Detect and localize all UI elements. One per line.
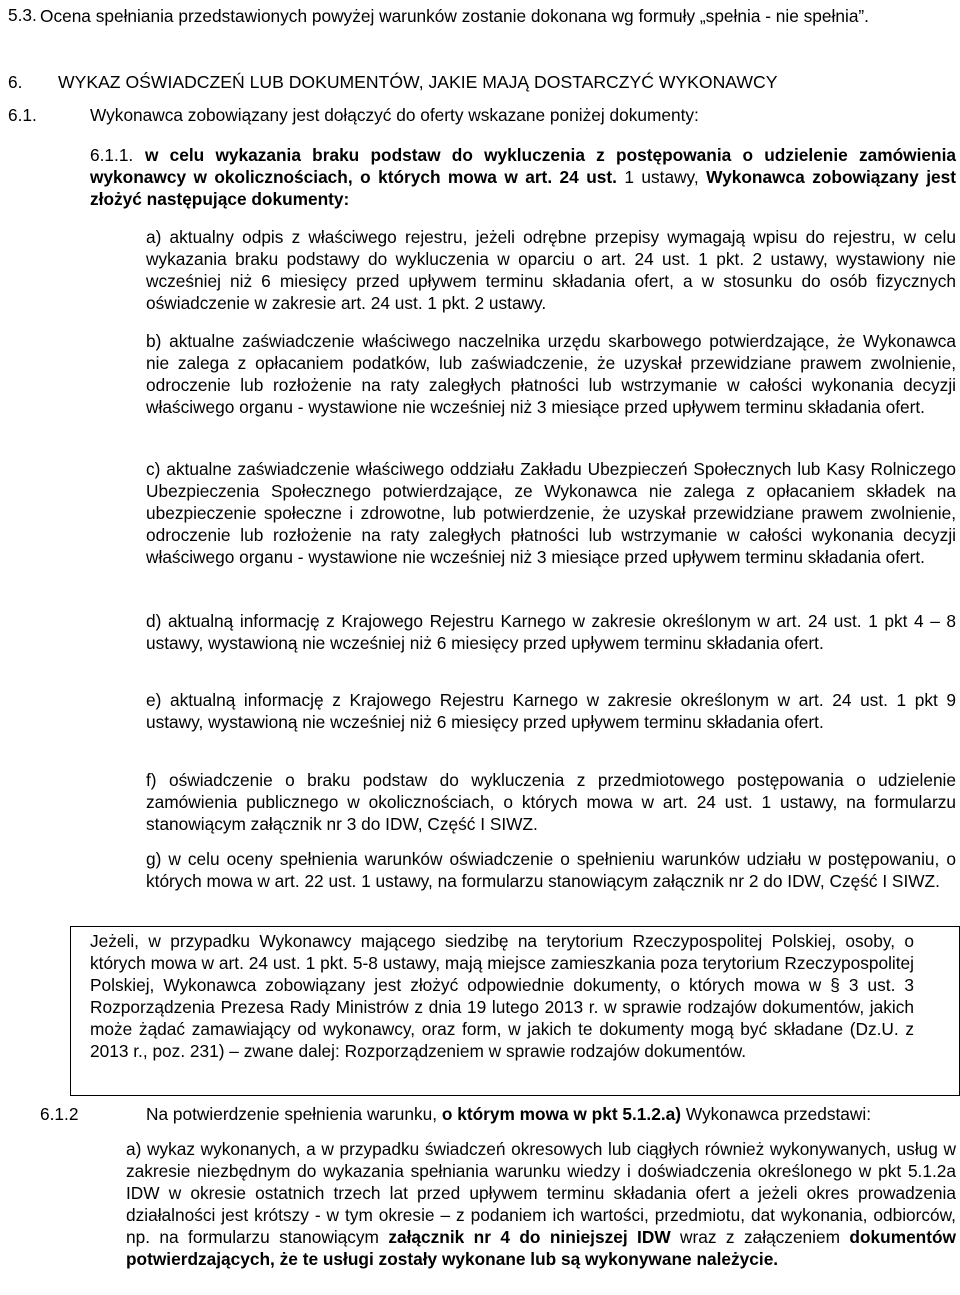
- section-number-6: 6.: [8, 72, 23, 92]
- list-item-f: f) oświadczenie o braku podstaw do wykluczenia z przedmiotowego postępowania o udzielenie zamówienia publicznego w okolicznościach, o których mowa w art. 24 ust. 1 ustawy, na formularzu stanowiącym załącznik nr 3 do IDW, Część I SIWZ.: [146, 770, 956, 834]
- section-number-6-1: 6.1.: [8, 105, 37, 125]
- list-item-d: d) aktualną informację z Krajowego Rejestru Karnego w zakresie określonym w art. 24 ust. 1 pkt 4 – 8 ustawy, wystawioną nie wcześniej niż 6 miesięcy przed upływem terminu składania ofert.: [146, 611, 956, 653]
- section-6-1-2-plain-2: Wykonawca przedstawi:: [681, 1104, 872, 1124]
- list-item-a: a) aktualny odpis z właściwego rejestru, jeżeli odrębne przepisy wymagają wpisu do rejestru, w celu wykazania braku podstawy do wykluczenia w oparciu o art. 24 ust. 1 pkt. 2 ustawy, wystawiony nie wcześniej niż 6 miesięcy przed upływem terminu składania ofert, a w stosunku do osób fizycznych oświadczenie w zakresie art. 24 ust. 1 pkt. 2 ustawy.: [146, 227, 956, 313]
- section-number-6-1-1: 6.1.1.: [90, 145, 134, 165]
- section-6-1-2-item-a-plain-2: wraz z załączeniem: [670, 1227, 850, 1247]
- section-6-1-2-plain: Na potwierdzenie spełnienia warunku,: [146, 1104, 442, 1124]
- section-6-title: WYKAZ OŚWIADCZEŃ LUB DOKUMENTÓW, JAKIE MAJĄ DOSTARCZYĆ WYKONAWCY: [58, 72, 778, 92]
- section-5-3-text: Ocena spełniania przedstawionych powyżej warunków zostanie dokonana wg formuły „spełnia - nie spełnia”.: [40, 6, 869, 26]
- section-number-5-3: 5.3.: [8, 5, 37, 25]
- list-item-g: g) w celu oceny spełnienia warunków oświadczenie o spełnieniu warunków udziału w postępowaniu, o których mowa w art. 22 ust. 1 ustawy, na formularzu stanowiącym załącznik nr 2 do IDW, Część I SIWZ.: [146, 849, 956, 891]
- note-box-text: Jeżeli, w przypadku Wykonawcy mającego siedzibę na terytorium Rzeczypospolitej Polskiej, osoby, o których mowa w art. 24 ust. 1 pkt. 5-8 ustawy, mają miejsce zamieszkania poza terytorium Rzeczypospolitej Polskiej, Wykonawca zobowiązany jest złożyć odpowiednie dokumenty, o których mowa w § 3 ust. 3 Rozporządzenia Prezesa Rady Ministrów z dnia 19 lutego 2013 r. w sprawie rodzajów dokumentów, jakich może żądać zamawiający od wykonawcy, oraz form, w jakich te dokumenty mogą być składane (Dz.U. z 2013 r., poz. 231) – zwane dalej: Rozporządzeniem w sprawie rodzajów dokumentów.: [90, 931, 914, 1061]
- section-6-1-2-item-a-bold-1: załącznik nr 4 do niniejszej IDW: [388, 1227, 671, 1247]
- section-6-1-2-bold: o którym mowa w pkt 5.1.2.a): [441, 1104, 682, 1124]
- section-6-1-2-item-a-plain: a) wykaz wykonanych, a w przypadku świadczeń okresowych lub ciągłych również wykonywanych, usług w zakresie niezbędnym do wykazania spełniania warunku wiedzy i doświadczenia określonego w pkt 5.1.2a IDW w okresie ostatnich trzech lat przed upływem terminu składania ofert a jeżeli okres prowadzenia działalności jest krótszy - w tym okresie – z podaniem ich wartości, przedmiotu, dat wykonania, odbiorców, np. na formularzu stanowiącym: [126, 1139, 956, 1247]
- section-6-1-1-bold-1: w celu wykazania braku podstaw do wykluczenia z postępowania o udzielenie zamówienia wykonawcy w okolicznościach, o których mowa w art. 24 ust.: [90, 145, 956, 187]
- section-number-6-1-2: 6.1.2: [40, 1104, 79, 1124]
- list-item-c: c) aktualne zaświadczenie właściwego oddziału Zakładu Ubezpieczeń Społecznych lub Kasy Rolniczego Ubezpieczenia Społecznego potwierdzające, ze Wykonawca nie zalega z opłacaniem składek na ubezpieczenie społeczne i zdrowotne, lub potwierdzenie, że uzyskał przewidziane prawem zwolnienie, odroczenie lub rozłożenie na raty zaległych płatności lub wstrzymanie w całości wykonania decyzji właściwego organu - wystawione nie wcześniej niż 3 miesiące przed upływem terminu składania ofert.: [146, 459, 956, 567]
- list-item-e: e) aktualną informację z Krajowego Rejestru Karnego w zakresie określonym w art. 24 ust. 1 pkt 9 ustawy, wystawioną nie wcześniej niż 6 miesięcy przed upływem terminu składania ofert.: [146, 690, 956, 732]
- list-item-b: b) aktualne zaświadczenie właściwego naczelnika urzędu skarbowego potwierdzające, że Wykonawca nie zalega z opłacaniem podatków, lub zaświadczenie, że uzyskał przewidziane prawem zwolnienie, odroczenie lub rozłożenie na raty zaległych płatności lub wstrzymanie w całości wykonania decyzji właściwego organu - wystawione nie wcześniej niż 3 miesiące przed upływem terminu składania ofert.: [146, 331, 956, 417]
- section-6-1-1-text: [90, 144, 956, 210]
- section-6-1-2-text: [146, 1103, 871, 1125]
- section-6-1-text: Wykonawca zobowiązany jest dołączyć do oferty wskazane poniżej dokumenty:: [90, 105, 699, 125]
- section-6-1-1-bold-2: Wykonawca zobowiązany jest złożyć następujące dokumenty:: [90, 167, 956, 209]
- section-6-1-2-item-a: [126, 1138, 956, 1270]
- section-6-1-1-plain: 1 ustawy,: [616, 167, 707, 187]
- section-6-1-2-item-a-bold-2: dokumentów potwierdzających, że te usługi zostały wykonane lub są wykonywane należycie.: [126, 1227, 956, 1269]
